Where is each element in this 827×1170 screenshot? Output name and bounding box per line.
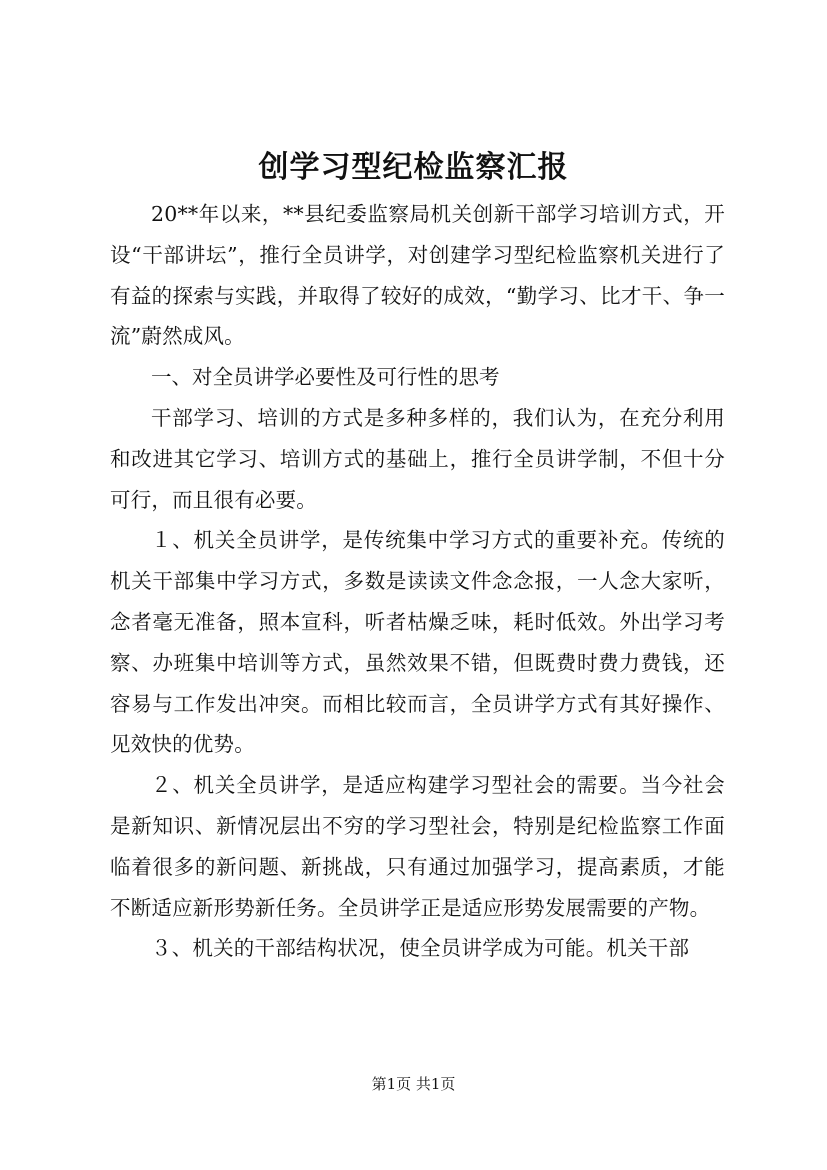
section-heading: 一、对全员讲学必要性及可行性的思考 (151, 365, 500, 390)
document-body (110, 194, 725, 969)
paragraph-intro: 20**年以来，**县纪委监察局机关创新干部学习培训方式，开设“干部讲坛”，推行全员讲学，对创建学习型纪检监察机关进行了有益的探索与实践，并取得了较好的成效，“勤学习、比才干、争一流”蔚然成风。 (110, 202, 725, 349)
paragraph-point-2: ２、机关全员讲学，是适应构建学习型社会的需要。当今社会是新知识、新情况层出不穷的学习型社会，特别是纪检监察工作面临着很多的新问题、新挑战，只有通过加强学习，提高素质，才能不断适应新形势新任务。全员讲学正是适应形势发展需要的产物。 (110, 773, 725, 920)
paragraph-point-1: １、机关全员讲学，是传统集中学习方式的重要补充。传统的机关干部集中学习方式，多数是读读文件念念报，一人念大家听，念者毫无准备，照本宣科，听者枯燥乏味，耗时低效。外出学习考察、办班集中培训等方式，虽然效果不错，但既费时费力费钱，还容易与工作发出冲突。而相比较而言，全员讲学方式有其好操作、见效快的优势。 (110, 528, 725, 757)
paragraph-overview: 干部学习、培训的方式是多种多样的，我们认为，在充分利用和改进其它学习、培训方式的基础上，推行全员讲学制，不但十分可行，而且很有必要。 (110, 405, 725, 512)
page-footer: 第1页 共1页 (371, 1075, 456, 1093)
paragraph-point-3: ３、机关的干部结构状况，使全员讲学成为可能。机关干部 (151, 936, 690, 961)
document-title: 创学习型纪检监察汇报 (258, 150, 569, 185)
